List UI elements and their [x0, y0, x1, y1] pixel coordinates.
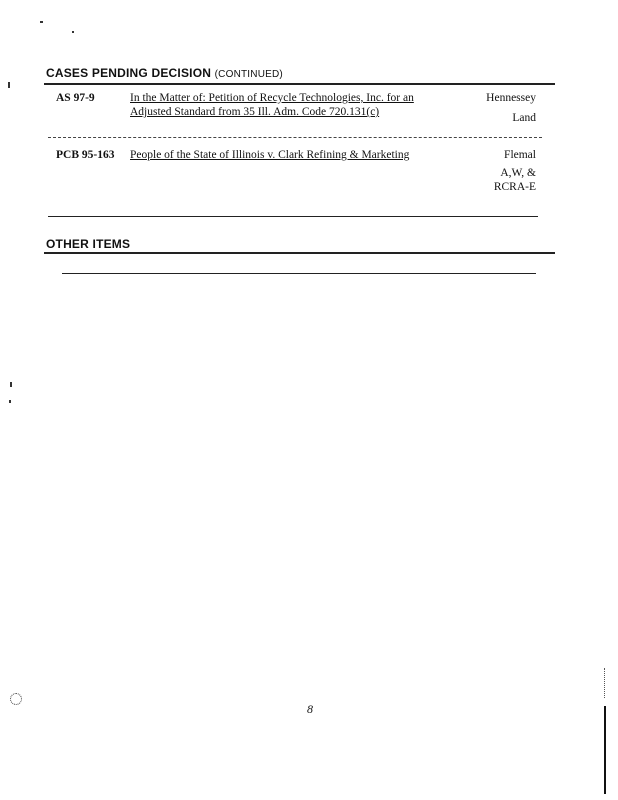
scan-speck — [8, 82, 10, 88]
scan-speck — [10, 382, 12, 387]
heading-rule-pending — [44, 83, 555, 85]
scan-speck — [72, 31, 74, 33]
heading-rule-other — [44, 252, 555, 254]
case-divider — [48, 137, 542, 138]
case-meta — [456, 91, 536, 125]
section-heading-pending-title: CASES PENDING DECISION — [46, 66, 212, 80]
case-divider — [48, 216, 538, 217]
case-number: AS 97-9 — [56, 92, 95, 104]
section-heading-pending — [46, 66, 283, 80]
scan-edge-line — [604, 706, 606, 794]
scan-speck — [40, 21, 43, 23]
board-member: Flemal — [504, 149, 536, 161]
media-type: Land — [512, 112, 536, 124]
scan-speck — [9, 400, 11, 403]
board-member: Hennessey — [486, 92, 536, 104]
section-heading-other-title: OTHER ITEMS — [46, 237, 131, 251]
empty-row-rule — [62, 273, 536, 274]
case-row — [46, 148, 542, 208]
scan-edge-line — [604, 668, 606, 698]
section-heading-other — [46, 237, 130, 251]
page-number: 8 — [307, 702, 313, 716]
case-number: PCB 95-163 — [56, 149, 115, 161]
case-meta — [456, 148, 536, 194]
media-type: A,W, & — [500, 167, 536, 179]
media-type: RCRA-E — [493, 181, 536, 193]
section-heading-pending-suffix: (CONTINUED) — [214, 69, 283, 80]
scan-speck — [10, 693, 22, 705]
case-title[interactable]: People of the State of Illinois v. Clark Refining & Marketing — [130, 149, 410, 161]
case-row — [46, 91, 542, 131]
case-title[interactable]: In the Matter of: Petition of Recycle Technologies, Inc. for an Adjusted Standard from 35 Ill. Adm. Code 720.131(c) — [130, 92, 414, 118]
